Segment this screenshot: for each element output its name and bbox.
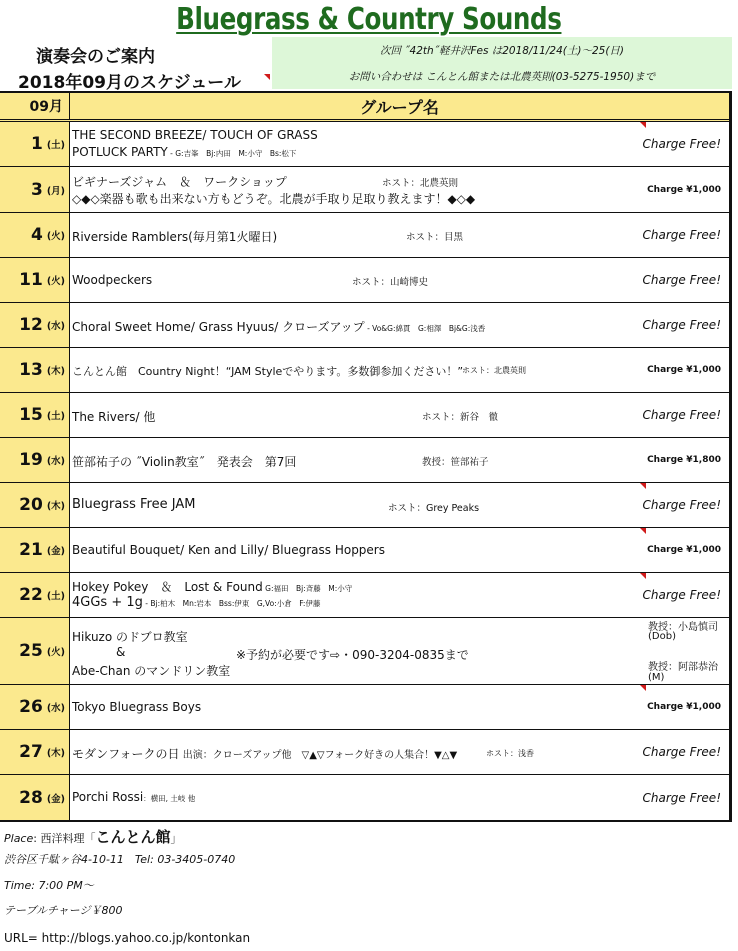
charge-label: Charge ¥1,000: [647, 702, 721, 712]
event-title: モダンフォークの日 出演：クローズアップ他 ▽▲▽フォーク好きの人集合！▼△▼: [72, 747, 458, 761]
event-subtitle: POTLUCK PARTY - G:吉峯 Bj:内田 M:小守 Bs:松下: [72, 145, 297, 159]
day-number: 11: [19, 270, 43, 290]
schedule-table: [0, 91, 732, 822]
day-number: 1: [30, 134, 43, 154]
day-number: 15: [19, 405, 43, 425]
day-number: 19: [19, 450, 43, 470]
day-number: 22: [19, 585, 43, 605]
charge-label: Charge ¥1,000: [647, 184, 721, 195]
table-row: [0, 348, 729, 393]
event-title: Hokey Pokey ＆ Lost & Found G:福田 Bj:斉藤 M:小守: [72, 580, 353, 594]
charge-label: Charge Free!: [642, 273, 721, 287]
teacher-instrument: (M): [648, 672, 665, 683]
event-cell: [70, 573, 729, 617]
day-number: 27: [19, 742, 43, 762]
teacher-label: 教授：笹部祐子: [422, 457, 489, 468]
weekday: (土): [46, 140, 65, 151]
charge-label: Charge Free!: [642, 408, 721, 422]
month-header: 09月: [0, 93, 70, 119]
day-number: 20: [19, 495, 43, 515]
table-row: [0, 167, 729, 213]
event-title: THE SECOND BREEZE/ TOUCH OF GRASS: [72, 128, 318, 142]
event-cell: [70, 528, 729, 572]
day-number: 26: [19, 697, 43, 717]
start-time: Time: 7:00 PM～: [4, 879, 94, 892]
weekday: (金): [46, 546, 65, 557]
event-cell: [70, 730, 729, 774]
date-cell: [0, 393, 70, 437]
event-subtitle: 4GGs + 1g - Bj:柏木 Mn:岩本 Bss:伊東 G,Vo:小倉 F:伊藤: [72, 595, 321, 610]
event-title: 笹部祐子の ˝Violin教室˝ 発表会 第7回: [72, 455, 297, 469]
date-cell: [0, 122, 70, 166]
table-row: [0, 303, 729, 348]
date-cell: [0, 685, 70, 729]
weekday: (木): [46, 501, 65, 512]
concert-guide-label: 演奏会のご案内: [36, 47, 155, 67]
host-label: ホスト：Grey Peaks: [388, 503, 480, 514]
charge-label: Charge Free!: [642, 137, 721, 151]
weekday: (土): [46, 591, 65, 602]
event-title: Woodpeckers: [72, 273, 153, 287]
table-row: [0, 122, 729, 167]
event-cell: [70, 303, 729, 347]
charge-label: Charge ¥1,800: [647, 455, 721, 465]
table-row: [0, 483, 729, 528]
table-row: [0, 438, 729, 483]
table-charge: テーブルチャージ￥800: [4, 904, 123, 917]
reservation-notice: ※予約が必要です⇨・090-3204-0835まで: [236, 648, 469, 662]
event-title: Riverside Ramblers(毎月第1火曜日): [72, 230, 278, 244]
weekday: (水): [46, 703, 65, 714]
date-cell: [0, 618, 70, 684]
table-row: [0, 573, 729, 618]
event-ampersand: &: [116, 645, 126, 659]
weekday: (木): [46, 748, 65, 759]
group-name-header: グループ名: [360, 97, 439, 117]
date-cell: [0, 528, 70, 572]
event-cell: [70, 618, 729, 684]
teacher-instrument: (Dob): [648, 631, 676, 642]
weekday: (火): [46, 647, 65, 658]
comment-marker-icon[interactable]: [640, 483, 646, 489]
venue-address: 渋谷区千駄ヶ谷4-10-11 Tel: 03-3405-0740: [4, 853, 236, 866]
table-row: [0, 775, 729, 820]
page-title: Bluegrass & Country Sounds: [176, 2, 562, 37]
table-row: [0, 213, 729, 258]
day-number: 13: [19, 360, 43, 380]
event-title: The Rivers/ 他: [72, 410, 156, 424]
weekday: (水): [46, 321, 65, 332]
teacher-label: 教授：小島慎司: [648, 622, 718, 633]
date-cell: [0, 303, 70, 347]
event-title: Hikuzo のドブロ教室: [72, 630, 188, 644]
event-cell: [70, 348, 729, 392]
comment-marker-icon[interactable]: [640, 685, 646, 691]
date-cell: [0, 573, 70, 617]
comment-marker-icon[interactable]: [640, 528, 646, 534]
schedule-month-label: 2018年09月のスケジュール: [18, 73, 241, 93]
date-cell: [0, 348, 70, 392]
event-title: Bluegrass Free JAM: [72, 497, 196, 512]
blog-url-link[interactable]: URL= http://blogs.yahoo.co.jp/kontonkan: [4, 931, 251, 945]
event-title: Porchi Rossi：横田, 土岐 他: [72, 790, 196, 804]
charge-label: Charge ¥1,000: [647, 545, 721, 555]
event-cell: [70, 258, 729, 302]
table-header: [0, 93, 729, 122]
weekday: (火): [46, 231, 65, 242]
event-cell: [70, 167, 729, 212]
comment-marker-icon[interactable]: [264, 74, 270, 80]
event-title: こんとん館 Country Night！“JAM Styleでやります。多数御参加ください！”: [72, 365, 464, 378]
host-label: ホスト：北農英則: [462, 366, 526, 375]
host-label: ホスト：新谷 徹: [422, 412, 499, 423]
date-cell: [0, 483, 70, 527]
charge-label: Charge Free!: [642, 498, 721, 512]
host-label: ホスト：浅香: [486, 749, 534, 758]
host-label: ホスト：目黒: [406, 232, 464, 243]
event-title: ビギナーズジャム ＆ ワークショップ: [72, 175, 287, 189]
event-cell: [70, 393, 729, 437]
day-number: 21: [19, 540, 43, 560]
charge-label: Charge Free!: [642, 318, 721, 332]
weekday: (月): [46, 185, 65, 197]
event-title: Beautiful Bouquet/ Ken and Lilly/ Bluegrass Hoppers: [72, 543, 385, 557]
table-row: [0, 258, 729, 303]
day-number: 28: [19, 787, 43, 808]
weekday: (土): [46, 411, 65, 422]
event-cell: [70, 122, 729, 166]
host-label: ホスト：山崎博史: [352, 277, 429, 288]
table-row: [0, 730, 729, 775]
charge-label: Charge Free!: [642, 790, 721, 805]
weekday: (火): [46, 276, 65, 287]
charge-label: Charge ¥1,000: [647, 365, 721, 375]
comment-marker-icon[interactable]: [640, 573, 646, 579]
event-cell: [70, 438, 729, 482]
event-subtitle: ◇◆◇楽器も歌も出来ない方もどうぞ。北農が手取り足取り教えます！◆◇◆: [72, 192, 476, 206]
table-row: [0, 685, 729, 730]
date-cell: [0, 438, 70, 482]
event-subtitle: Abe-Chan のマンドリン教室: [72, 664, 231, 678]
event-title: Tokyo Bluegrass Boys: [72, 700, 202, 714]
contact-notice: お問い合わせは こんとん館または北農英則(03-5275-1950)まで: [348, 71, 656, 83]
table-row: [0, 528, 729, 573]
charge-label: Charge Free!: [642, 228, 721, 242]
day-number: 3: [30, 179, 43, 200]
weekday: (水): [46, 456, 65, 467]
charge-label: Charge Free!: [642, 588, 721, 602]
day-number: 4: [30, 225, 43, 245]
venue-place: Place: 西洋料理「こんとん館」: [4, 828, 182, 846]
event-cell: [70, 483, 729, 527]
date-cell: [0, 258, 70, 302]
table-row: [0, 393, 729, 438]
table-row: [0, 618, 729, 685]
date-cell: [0, 213, 70, 257]
teacher-label: 教授：阿部恭治: [648, 662, 718, 673]
event-title: Choral Sweet Home/ Grass Hyuus/ クローズアップ - Vo&G:綿貫 G:相澤 Bj&G:浅香: [72, 320, 486, 334]
event-cell: [70, 685, 729, 729]
charge-label: Charge Free!: [642, 745, 721, 759]
host-label: ホスト：北農英則: [382, 178, 459, 189]
weekday: (木): [46, 366, 65, 377]
weekday: (金): [46, 793, 65, 805]
event-cell: [70, 775, 729, 820]
day-number: 25: [19, 641, 43, 661]
next-fes-notice: 次回 ˝42th˝軽井沢Fes は2018/11/24(土)～25(日): [379, 45, 625, 57]
date-cell: [0, 775, 70, 820]
notice-box: [272, 37, 732, 89]
date-cell: [0, 730, 70, 774]
event-cell: [70, 213, 729, 257]
day-number: 12: [19, 315, 43, 335]
date-cell: [0, 167, 70, 212]
comment-marker-icon[interactable]: [640, 122, 646, 128]
